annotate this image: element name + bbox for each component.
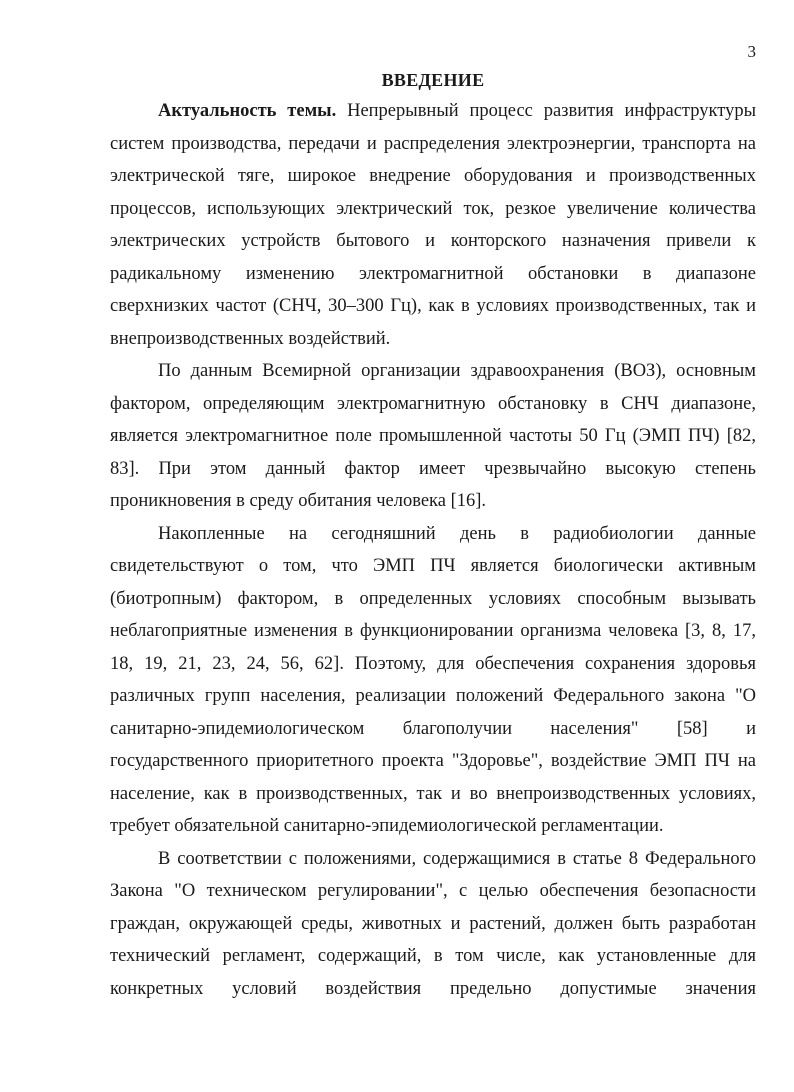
- paragraph-radiobiology: Накопленные на сегодняшний день в радиобиологии данные свидетельствуют о том, что ЭМП ПЧ является биологически активным (биотропным) фактором, в определенных условиях способным вызывать неблагоприятные изменения в функционировании организма человека [3, 8, 17, 18, 19, 21, 23, 24, 56, 62]. Поэтому, для обеспечения сохранения здоровья различных групп населения, реализации положений Федерального закона "О санитарно-эпидемиологическом благополучии населения" [58] и государственного приоритетного проекта "Здоровье", воздействие ЭМП ПЧ на население, как в производственных, так и во внепроизводственных условиях, требует обязательной санитарно-эпидемиологической регламентации.: [110, 523, 756, 836]
- paragraph-regulation: В соответствии с положениями, содержащимися в статье 8 Федерального Закона "О техническом регулировании", с целью обеспечения безопасности граждан, окружающей среды, животных и растений, должен быть разработан технический регламент, содержащий, в том числе, как установленные для конкретных условий воздействия предельно допустимые значения: [110, 848, 756, 999]
- paragraph-text: Непрерывный процесс развития инфраструктуры систем производства, передачи и распределения электроэнергии, транспорта на электрической тяге, широкое внедрение оборудования и производственных процессов, использующих электрический ток, резкое увеличение количества электрических устройств бытового и конторского назначения привели к радикальному изменению электромагнитной обстановки в диапазоне сверхнизких частот (СНЧ, 30–300 Гц), как в условиях производственных, так и внепроизводственных воздействий.: [110, 101, 757, 349]
- body-text: [110, 95, 756, 1005]
- paragraph-lead: Актуальность темы.: [158, 101, 337, 121]
- section-heading: ВВЕДЕНИЕ: [381, 70, 485, 90]
- page-number: 3: [747, 42, 756, 61]
- paragraph-relevance: [110, 95, 756, 355]
- paragraph-who: По данным Всемирной организации здравоохранения (ВОЗ), основным фактором, определяющим электромагнитную обстановку в СНЧ диапазоне, является электромагнитное поле промышленной частоты 50 Гц (ЭМП ПЧ) [82, 83]. При этом данный фактор имеет чрезвычайно высокую степень проникновения в среду обитания человека [16].: [110, 361, 756, 511]
